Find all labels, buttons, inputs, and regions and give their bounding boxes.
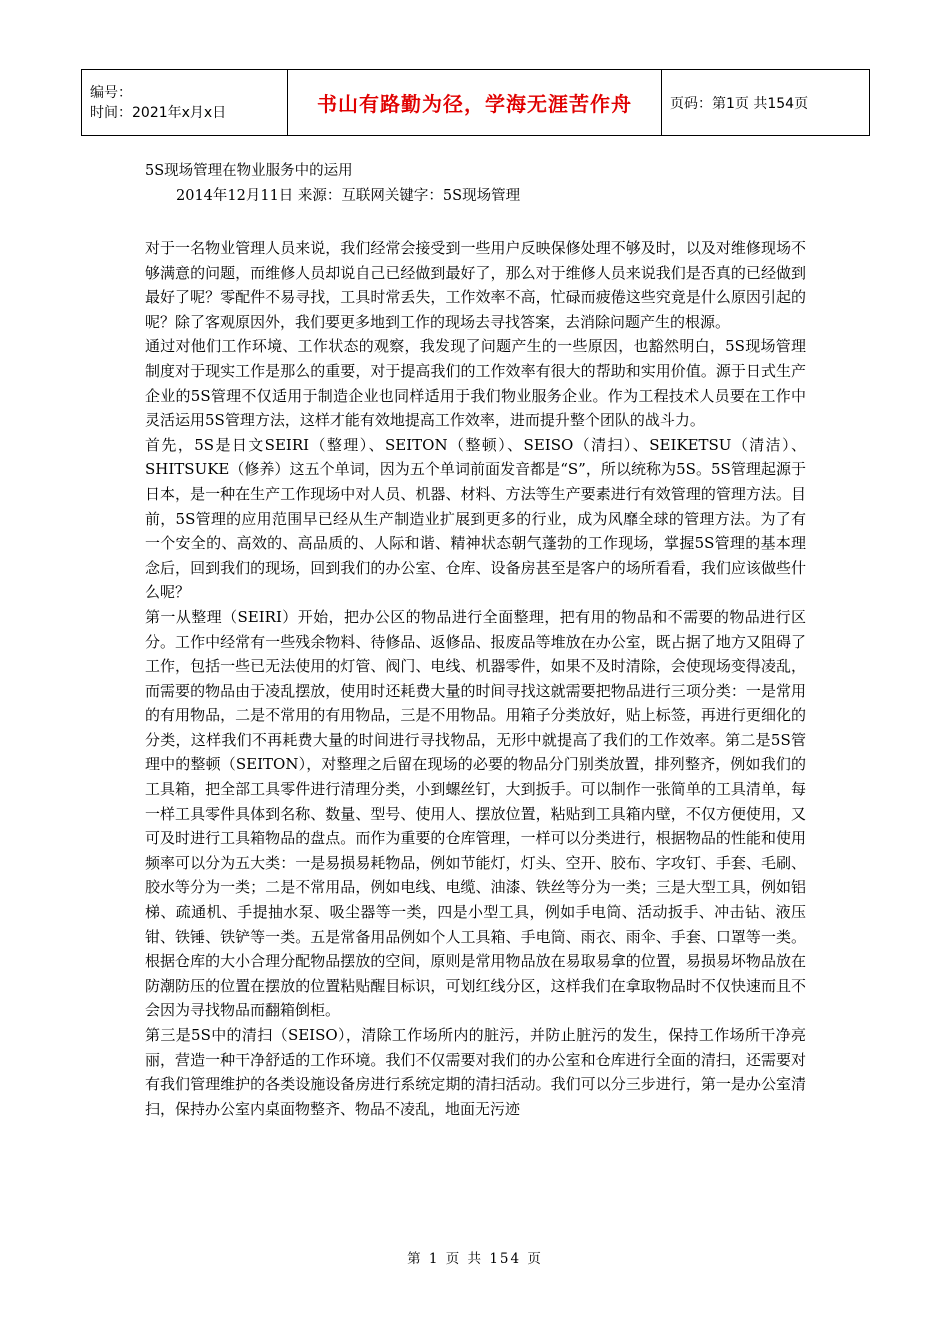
motto: 书山有路勤为径，学海无涯苦作舟	[288, 70, 662, 136]
page-footer: 第 1 页 共 154 页	[407, 1251, 543, 1267]
document-meta: 2014年12月11日 来源：互联网关键字：5S现场管理	[176, 188, 521, 204]
paragraph: 第一从整理（SEIRI）开始，把办公区的物品进行全面整理，把有用的物品和不需要的物品进行区分。工作中经常有一些残余物料、待修品、返修品、报废品等堆放在办公室，既占据了地方又阻碍了工作，包括一些已无法使用的灯管、阀门、电线、机器零件，如果不及时清除，会使现场变得凌乱，而需要的物品由于凌乱摆放，使用时还耗费大量的时间寻找这就需要把物品进行三项分类：一是常用的有用物品，二是不常用的有用物品，三是不用物品。用箱子分类放好，贴上标签，再进行更细化的分类，这样我们不再耗费大量的时间进行寻找物品，无形中就提高了我们的工作效率。第二是5S管理中的整顿（SEITON），对整理之后留在现场的必要的物品分门别类放置，排列整齐，例如我们的工具箱，把全部工具零件进行清理分类，小到螺丝钉，大到扳手。可以制作一张简单的工具清单，每一样工具零件具体到名称、数量、型号、使用人、摆放位置，粘贴到工具箱内壁，不仅方便使用，又可及时进行工具箱物品的盘点。而作为重要的仓库管理，一样可以分类进行，根据物品的性能和使用频率可以分为五大类：一是易损易耗物品，例如节能灯，灯头、空开、胶布、字攻钉、手套、毛刷、胶水等分为一类；二是不常用品，例如电线、电缆、油漆、铁丝等分为一类；三是大型工具，例如铝梯、疏通机、手提抽水泵、吸尘器等一类，四是小型工具，例如手电筒、活动扳手、冲击钻、液压钳、铁锤、铁铲等一类。五是常备用品例如个人工具箱、手电筒、雨衣、雨伞、手套、口罩等一类。根据仓库的大小合理分配物品摆放的空间，原则是常用物品放在易取易拿的位置，易损易坏物品放在防潮防压的位置在摆放的位置粘贴醒目标识，可划红线分区，这样我们在拿取物品时不仅快速而且不会因为寻找物品而翻箱倒柜。	[145, 607, 806, 1020]
document-body	[145, 236, 806, 1121]
paragraph: 通过对他们工作环境、工作状态的观察，我发现了问题产生的一些原因，也豁然明白，5S现场管理制度对于现实工作是那么的重要，对于提高我们的工作效率有很大的帮助和实用价值。源于日式生产企业的5S管理不仅适用于制造企业也同样适用于我们物业服务企业。作为工程技术人员要在工作中灵活运用5S管理方法，这样才能有效地提高工作效率，进而提升整个团队的战斗力。	[145, 337, 806, 430]
date-label: 时间：2021年x月x日	[90, 104, 227, 121]
header-table	[81, 69, 870, 136]
paragraph: 第三是5S中的清扫（SEISO），清除工作场所内的脏污，并防止脏污的发生，保持工作场所干净亮丽，营造一种干净舒适的工作环境。我们不仅需要对我们的办公室和仓库进行全面的清扫，还需要对有我们管理维护的各类设施设备房进行系统定期的清扫活动。我们可以分三步进行，第一是办公室清扫，保持办公室内桌面物整齐、物品不凌乱，地面无污迹	[145, 1026, 806, 1118]
paragraph: 首先，5S是日文SEIRI（整理）、SEITON（整顿）、SEISO（清扫）、SEIKETSU（清洁）、SHITSUKE（修养）这五个单词，因为五个单词前面发音都是“S”，所以统称为5S。5S管理起源于日本，是一种在生产工作现场中对人员、机器、材料、方法等生产要素进行有效管理的管理方法。目前，5S管理的应用范围早已经从生产制造业扩展到更多的行业，成为风靡全球的管理方法。为了有一个安全的、高效的、高品质的、人际和谐、精神状态朝气蓬勃的工作现场，掌握5S管理的基本理念后，回到我们的现场，回到我们的办公室、仓库、设备房甚至是客户的场所看看，我们应该做些什么呢？	[145, 435, 806, 602]
page-info: 页码：第1页 共154页	[662, 70, 870, 136]
number-label: 编号：	[90, 84, 132, 101]
header-left-cell	[82, 70, 288, 136]
paragraph: 对于一名物业管理人员来说，我们经常会接受到一些用户反映保修处理不够及时，以及对维修现场不够满意的问题，而维修人员却说自己已经做到最好了，那么对于维修人员来说我们是否真的已经做到最好了呢？零配件不易寻找，工具时常丢失，工作效率不高，忙碌而疲倦这些究竟是什么原因引起的呢？除了客观原因外，我们要更多地到工作的现场去寻找答案，去消除问题产生的根源。	[145, 239, 806, 331]
document-title: 5S现场管理在物业服务中的运用	[145, 163, 353, 179]
